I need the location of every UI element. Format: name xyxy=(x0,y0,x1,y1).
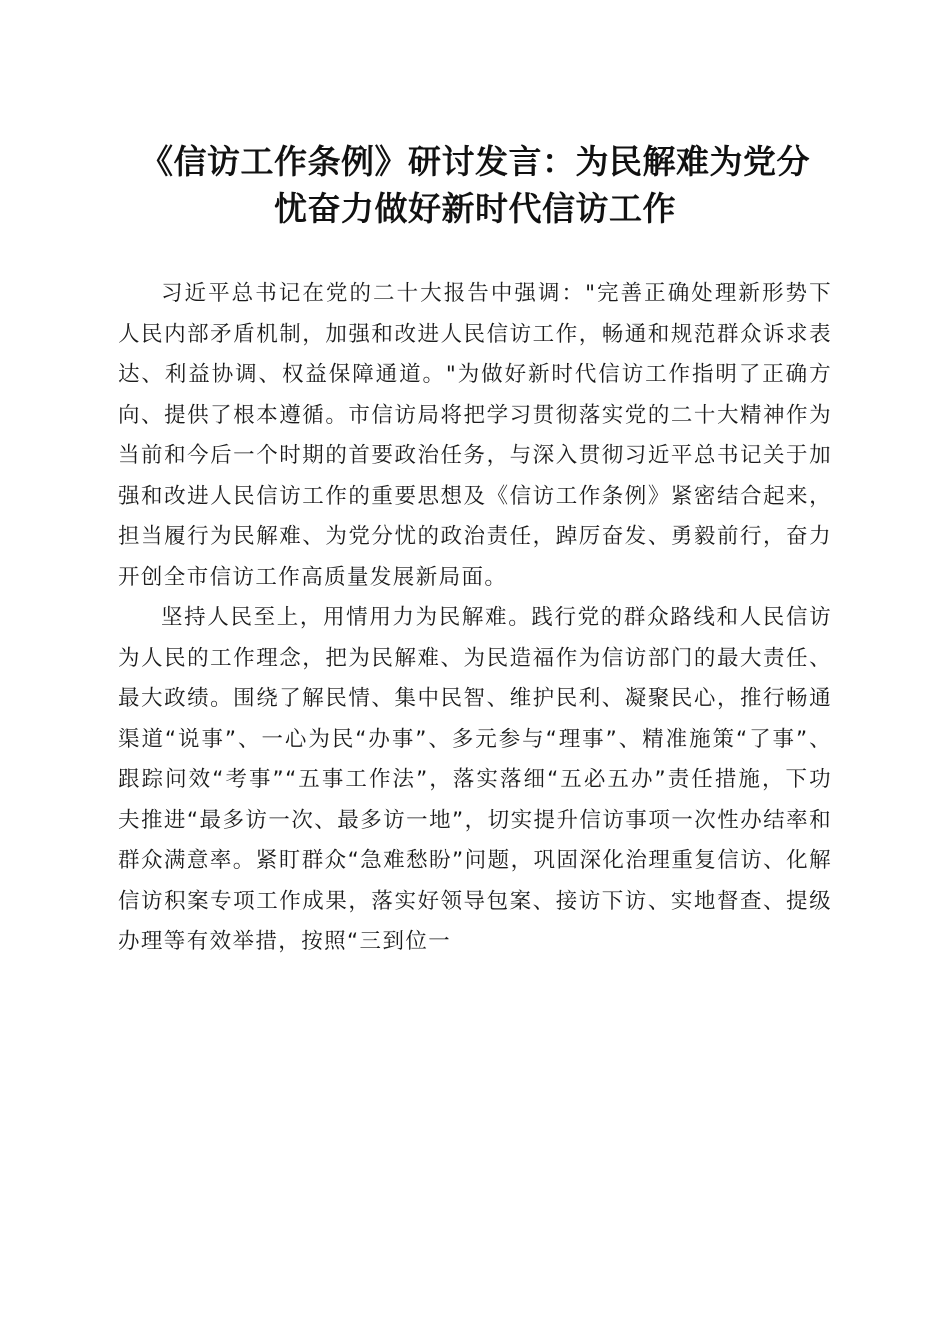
paragraph-1: 习近平总书记在党的二十大报告中强调："完善正确处理新形势下人民内部矛盾机制，加强和改进人民信访工作，畅通和规范群众诉求表达、利益协调、权益保障通道。"为做好新时代信访工作指明了正确方向、提供了根本遵循。市信访局将把学习贯彻落实党的二十大精神作为当前和今后一个时期的首要政治任务，与深入贯彻习近平总书记关于加强和改进人民信访工作的重要思想及《信访工作条例》紧密结合起来，担当履行为民解难、为党分忧的政治责任，踔厉奋发、勇毅前行，奋力开创全市信访工作高质量发展新局面。 xyxy=(118,281,832,590)
document-title xyxy=(110,138,840,232)
title-line-1: 《信访工作条例》研讨发言：为民解难为党分 xyxy=(140,142,810,181)
title-line-2: 忧奋力做好新时代信访工作 xyxy=(274,189,676,228)
paragraph-2: 坚持人民至上，用情用力为民解难。践行党的群众路线和人民信访为人民的工作理念，把为民解难、为民造福作为信访部门的最大责任、最大政绩。围绕了解民情、集中民智、维护民利、凝聚民心，推行畅通渠道“说事”、一心为民“办事”、多元参与“理事”、精准施策“了事”、跟踪问效“考事”“五事工作法”，落实落细“五必五办”责任措施，下功夫推进“最多访一次、最多访一地”，切实提升信访事项一次性办结率和群众满意率。紧盯群众“急难愁盼”问题，巩固深化治理重复信访、化解信访积案专项工作成果，落实好领导包案、接访下访、实地督查、提级办理等有效举措，按照“三到位一 xyxy=(118,605,832,954)
document-body xyxy=(118,274,832,963)
